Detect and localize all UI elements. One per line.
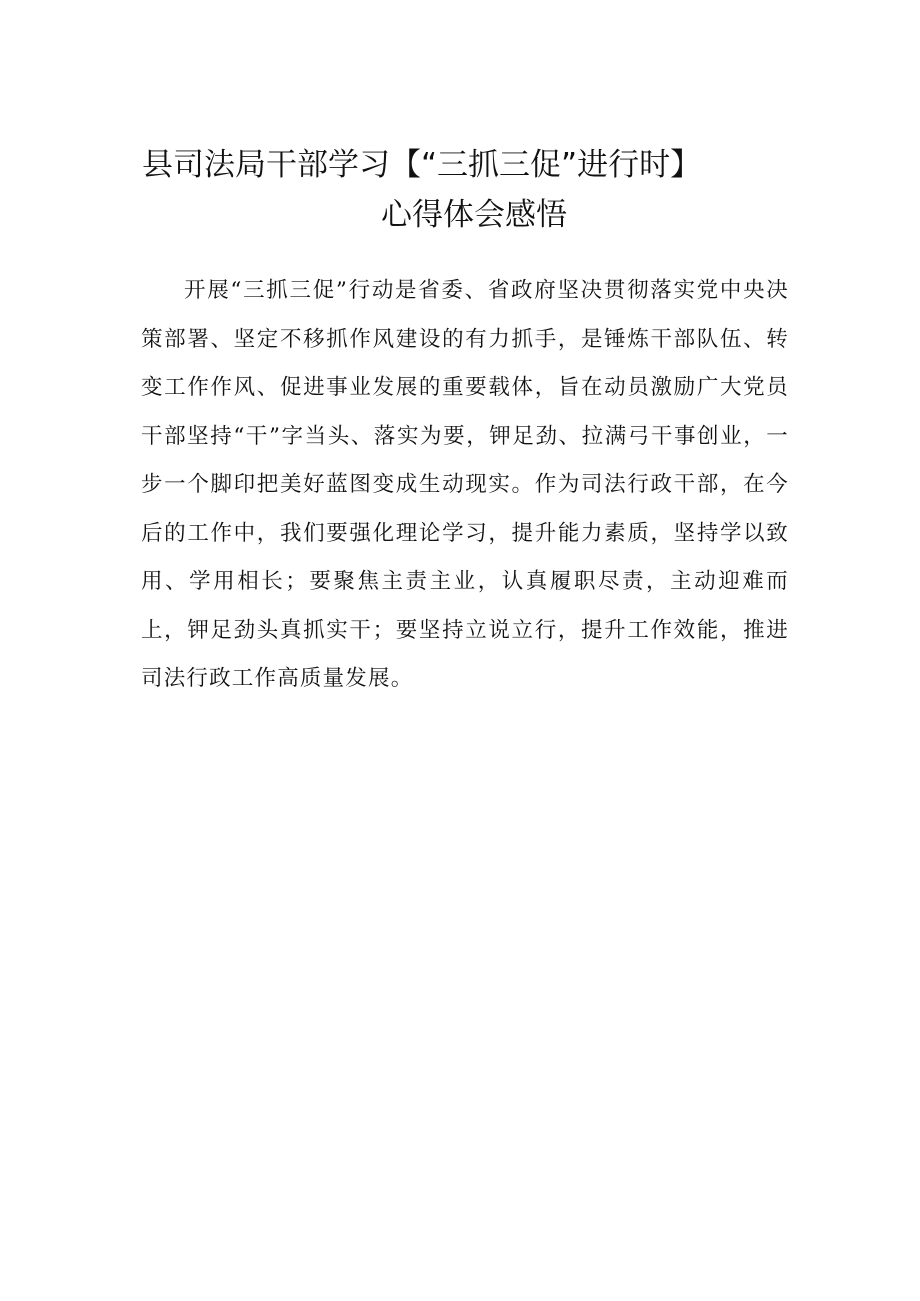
document-title <box>142 140 802 240</box>
title-line-2: 心得体会感悟 <box>381 197 567 233</box>
title-line-1: 县司法局干部学习【“三抓三促”进行时】 <box>142 147 702 183</box>
body-paragraph: 开展“三抓三促”行动是省委、省政府坚决贯彻落实党中央决策部署、坚定不移抓作风建设的有力抓手，是锤炼干部队伍、转变工作作风、促进事业发展的重要载体，旨在动员激励广大党员干部坚持“干”字当头、落实为要，钾足劲、拉满弓干事创业，一步一个脚印把美好蓝图变成生动现实。作为司法行政干部，在今后的工作中，我们要强化理论学习，提升能力素质，坚持学以致用、学用相长；要聚焦主责主业，认真履职尽责，主动迎难而上，钾足劲头真抓实干；要坚持立说立行，提升工作效能，推进司法行政工作高质量发展。 <box>141 278 789 691</box>
